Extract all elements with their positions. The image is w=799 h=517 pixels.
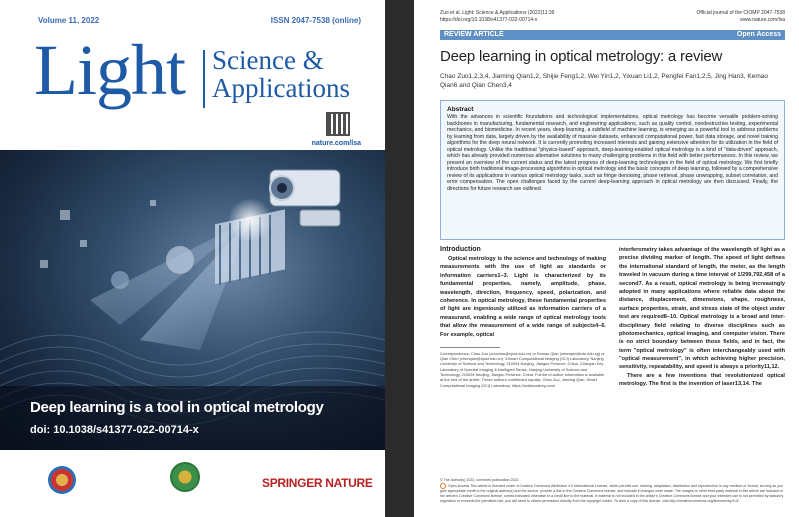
doi-link[interactable]: https://doi.org/10.1038/s41377-022-00714-x — [440, 17, 538, 23]
footnote-rule — [440, 347, 500, 348]
abstract-heading: Abstract — [447, 106, 474, 113]
body-columns — [440, 246, 785, 508]
license-notice — [440, 478, 785, 503]
cover-volume: Volume 11, 2022 — [38, 16, 100, 25]
copyright-line: © The Author(s) 2022, corrected publication 2022 — [440, 478, 519, 482]
publisher-logo: SPRINGER NATURE — [262, 476, 373, 490]
cover-issn: ISSN 2047-7538 (online) — [270, 16, 361, 25]
cover-illustration — [0, 150, 385, 450]
running-header-right — [697, 10, 785, 24]
cover-slogan: Deep learning is a tool in optical metrology — [30, 399, 324, 416]
qr-code-icon — [326, 112, 350, 136]
article-type: REVIEW ARTICLE — [444, 31, 504, 38]
cover-doi: doi: 10.1038/s41377-022-00714-x — [30, 424, 199, 436]
cover-url: nature.com/lsa — [311, 140, 361, 147]
ciomp-logo-icon — [48, 466, 76, 494]
abstract-text: With the advances in scientific foundations and technological implementations, optical metrology has become versatile problem-solving backbones in manufacturing, fundamental research, and engineering applications, such as quality control, nondestructive testing, experimental mechanics, and biomedicine. In recent years, deep learning, a subfield of machine learning, is emerging as a powerful tool to address problems by learning from data, largely driven by the availability of massive datasets, enhanced computational power, fast data storage, and novel training algorithms for the deep neural network. It is currently promoting increased interests and gaining extensive attention for its utilization in the field of optical metrology. Unlike the traditional "physics-based" approach, deep-learning-enabled optical metrology is a kind of "data-driven" approach, which has already provided numerous alternative solutions to many challenging problems in this field with better performances. In this review, we present an overview of the current status and the latest progress of deep-learning technologies in the field of optical metrology. We first briefly introduce both traditional image-processing algorithms in optical metrology and the basic concepts of deep learning, followed by a comprehensive review of its applications in various optical metrology tasks, such as fringe denoising, phase retrieval, phase unwrapping, subset correlation, and error compensation. The open challenges faced by the current deep-learning approach in optical metrology are then discussed. Finally, the directions for future research are outlined. — [447, 114, 778, 193]
cover-footer — [0, 450, 385, 517]
cover-header — [0, 0, 385, 150]
society-seal-icon — [170, 462, 200, 492]
open-access-statement — [440, 483, 785, 504]
right-column — [619, 246, 785, 389]
open-access-label: Open Access — [736, 31, 781, 38]
running-header-left — [440, 10, 554, 24]
section-heading-introduction: Introduction — [440, 246, 481, 253]
left-column — [440, 246, 606, 388]
journal-affiliation: Official journal of the CIOMP 2047-7538 — [696, 10, 785, 16]
intro-paragraph-1: Optical metrology is the science and technology of making measurements with the use of light as standards or information carriers1–3. Light is characterized by its fundamental properties, namely, amplitude, phase, wavelength, direction, frequency, speed, polarization, and coherence. In optical metrology, these fundamental properties of light are ingeniously utilized as information carriers of a measurand, enabling a wide range of optical metrology tools that allow the measurement of a wide range of subjects4–6. For example, optical — [440, 256, 606, 338]
logo-divider — [203, 50, 205, 108]
article-type-banner — [440, 30, 785, 40]
author-list: Chao Zuo1,2,3,4, Jiaming Qian1,2, Shijie Feng1,2, Wei Yin1,2, Yixuan Li1,2, Pengfei Fan1,2,5, Jing Han3, Kemao Qian6 and Qian Chen3,4 — [440, 73, 768, 90]
logo-science: Science & — [212, 45, 324, 75]
citation-line: Zuo et al. Light: Science & Applications (2022)11:39 — [440, 10, 555, 16]
logo-applications: Applications — [212, 73, 350, 104]
correspondence-footnote: Correspondence: Chao Zuo (zuochao@njust.edu.cn) or Kemao Qian (mkmqian@ntu.edu.sg) or Qian Chen (chenqian@njust.edu.cn). 1Smart Computational Imaging (SCI) Laboratory, Nanjing University of Science and Technology, 210094 Nanjing, Jiangsu Province, China. 2Jiangsu Key Laboratory of Spectral Imaging & Intelligent Sense, Nanjing University of Science and Technology, 210094 Nanjing, Jiangsu Province, China. Full list of author information is available at the end of the article. These authors contributed equally: Chao Zuo, Jiaming Qian. Smart Computational Imaging (SCI) Laboratory: https://scilaboratory.com/ — [440, 350, 605, 388]
article-title: Deep learning in optical metrology: a review — [440, 48, 723, 65]
journal-url-link[interactable]: www.nature.com/lsa — [740, 17, 785, 23]
body-paragraph-2: There are a few inventions that revolutionized optical metrology. The first is the invention of laser13,14. The — [619, 372, 785, 388]
open-access-text: Open Access This article is licensed under a Creative Commons Attribution 4.0 International License, which permits use, sharing, adaptation, distribution and reproduction in any medium or format, as long as you give appropriate credit to the original author(s) and the source, provide a link to the Creative Commons license, and indicate if changes were made. The images or other third party material in this article are included in the article's Creative Commons license, unless indicated otherwise in a credit line to the material. If material is not included in the article's Creative Commons license and your intended use is not permitted by statutory regulation or exceeds the permitted use, you will need to obtain permission directly from the copyright holder. To view a copy of this license, visit http://creativecommons.org/licenses/by/4.0/. — [440, 483, 784, 503]
journal-logo-light: Light — [34, 30, 185, 110]
body-paragraph-1: interferometry takes advantage of the wavelength of light as a precise dividing marker of length. The speed of light defines the international standard of length, the meter, as the length traveled in vacuum during a time interval of 1/299,792,458 of a second7. As a result, optical metrology is being increasingly adopted in many applications where reliable data about the distance, displacement, dimensions, shape, roughness, surface properties, strain, and stress state of the object under test are required8–10. Optical metrology is a broad and inter-disciplinary field relating to diverse disciplines such as photomechanics, optical imaging, and computer vision. There is no strict boundary between those fields, and in fact, the term "optical metrology" is often interchangeably used with "optical measurement", in which achieving higher precision, sensitivity, repeatability, and speed is always a priority11,12. — [619, 247, 785, 371]
abstract-box — [440, 100, 785, 240]
journal-cover — [0, 0, 385, 517]
journal-logo-subtitle — [212, 46, 350, 103]
article-first-page — [414, 0, 799, 517]
